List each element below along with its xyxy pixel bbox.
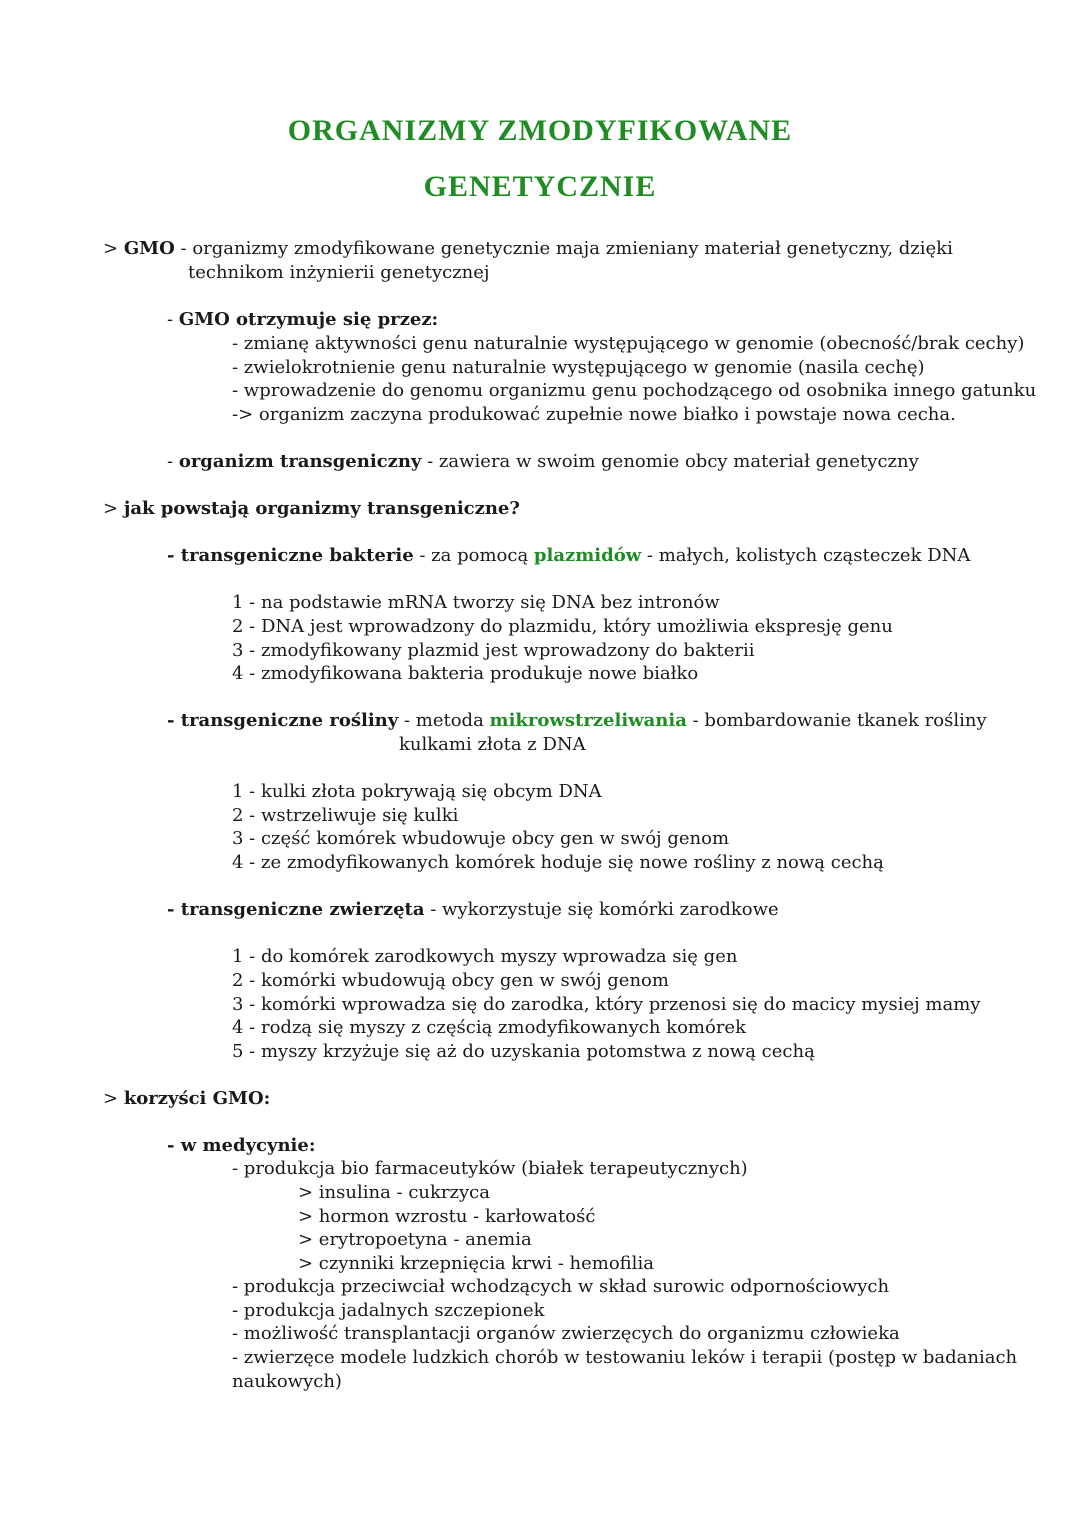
animals-step: 3 - komórki wprowadza się do zarodka, który przenosi się do macicy mysiej mamy (232, 994, 981, 1015)
plants-step: 1 - kulki złota pokrywają się obcym DNA (232, 781, 602, 802)
transgenic-definition (167, 450, 919, 474)
dash: - (167, 451, 179, 472)
medicine-item: - zwierzęce modele ludzkich chorób w testowaniu leków i terapii (postęp w badaniach (232, 1347, 1018, 1368)
bacteria-step: 1 - na podstawie mRNA tworzy się DNA bez intronów (232, 592, 720, 613)
medicine-subitem: > czynniki krzepnięcia krwi - hemofilia (298, 1253, 654, 1274)
obtain-item: - zwielokrotnienie genu naturalnie występującego w genomie (nasila cechę) (232, 357, 925, 378)
medicine-item: - produkcja bio farmaceutyków (białek terapeutycznych) (232, 1158, 748, 1179)
dash: - (167, 1135, 181, 1156)
plants-step: 4 - ze zmodyfikowanych komórek hoduje się nowe rośliny z nową cechą (232, 852, 884, 873)
medicine-subitem: > hormon wzrostu - karłowatość (298, 1206, 596, 1227)
how-heading (103, 497, 520, 521)
obtain-heading (167, 308, 438, 332)
benefits-heading-text: korzyści GMO: (123, 1088, 271, 1109)
bacteria-rest: - małych, kolistych cząsteczek DNA (641, 545, 971, 566)
bacteria-mid: - za pomocą (413, 545, 534, 566)
microbombardment-highlight: mikrowstrzeliwania (489, 710, 687, 731)
page-title-line-2: GENETYCZNIE (423, 170, 657, 203)
dash: - (167, 710, 181, 731)
animals-step: 4 - rodzą się myszy z częścią zmodyfikowanych komórek (232, 1017, 746, 1038)
bacteria-step: 2 - DNA jest wprowadzony do plazmidu, który umożliwia ekspresję genu (232, 616, 893, 637)
dash: - (167, 309, 179, 330)
transgenic-term: organizm transgeniczny (178, 451, 422, 472)
plants-heading-continued: kulkami złota z DNA (399, 734, 586, 755)
dash: - (167, 545, 181, 566)
bacteria-heading (167, 544, 970, 568)
plants-heading (167, 709, 987, 733)
obtain-item: - wprowadzenie do genomu organizmu genu pochodzącego od osobnika innego gatunku (232, 380, 1037, 401)
medicine-item: - produkcja przeciwciał wchodzących w skład surowic odpornościowych (232, 1276, 890, 1297)
medicine-subitem: > erytropoetyna - anemia (298, 1229, 532, 1250)
bacteria-step: 3 - zmodyfikowany plazmid jest wprowadzony do bakterii (232, 640, 755, 661)
plasmid-highlight: plazmidów (533, 545, 642, 566)
gmo-definition-text: organizmy zmodyfikowane genetycznie maja zmieniany materiał genetyczny, dzięki (192, 238, 953, 259)
bacteria-step: 4 - zmodyfikowana bakteria produkuje nowe białko (232, 663, 699, 684)
plants-mid: - metoda (398, 710, 490, 731)
plants-step: 2 - wstrzeliwuje się kulki (232, 805, 459, 826)
medicine-item-continued: naukowych) (232, 1371, 342, 1392)
medicine-heading-text: w medycynie: (180, 1135, 316, 1156)
animals-rest: - wykorzystuje się komórki zarodkowe (424, 899, 779, 920)
how-heading-text: jak powstają organizmy transgeniczne? (123, 498, 520, 519)
page-title-line-1: ORGANIZMY ZMODYFIKOWANE (287, 114, 793, 147)
gmo-term: GMO (123, 238, 175, 259)
obtain-item: -> organizm zaczyna produkować zupełnie nowe białko i powstaje nowa cecha. (232, 404, 956, 425)
obtain-heading-text: GMO otrzymuje się przez: (178, 309, 439, 330)
gmo-definition-continued: technikom inżynierii genetycznej (188, 262, 490, 283)
animals-step: 1 - do komórek zarodkowych myszy wprowadza się gen (232, 946, 738, 967)
obtain-item: - zmianę aktywności genu naturalnie występującego w genomie (obecność/brak cechy) (232, 333, 1025, 354)
gmo-definition (103, 237, 953, 261)
dash: - (167, 899, 181, 920)
transgenic-definition-text: - zawiera w swoim genomie obcy materiał genetyczny (421, 451, 919, 472)
bullet-marker: > (103, 498, 124, 519)
bullet-marker: > (103, 1088, 124, 1109)
medicine-subitem: > insulina - cukrzyca (298, 1182, 490, 1203)
bacteria-term: transgeniczne bakterie (180, 545, 414, 566)
plants-step: 3 - część komórek wbudowuje obcy gen w swój genom (232, 828, 730, 849)
benefits-heading (103, 1087, 270, 1111)
animals-step: 5 - myszy krzyżuje się aż do uzyskania potomstwa z nową cechą (232, 1041, 815, 1062)
animals-step: 2 - komórki wbudowują obcy gen w swój genom (232, 970, 669, 991)
bullet-marker: > (103, 238, 124, 259)
plants-term: transgeniczne rośliny (180, 710, 399, 731)
medicine-item: - produkcja jadalnych szczepionek (232, 1300, 545, 1321)
medicine-heading (167, 1134, 316, 1158)
animals-heading (167, 898, 779, 922)
animals-term: transgeniczne zwierzęta (180, 899, 425, 920)
medicine-item: - możliwość transplantacji organów zwierzęcych do organizmu człowieka (232, 1323, 900, 1344)
plants-rest: - bombardowanie tkanek rośliny (686, 710, 987, 731)
separator: - (174, 238, 193, 259)
